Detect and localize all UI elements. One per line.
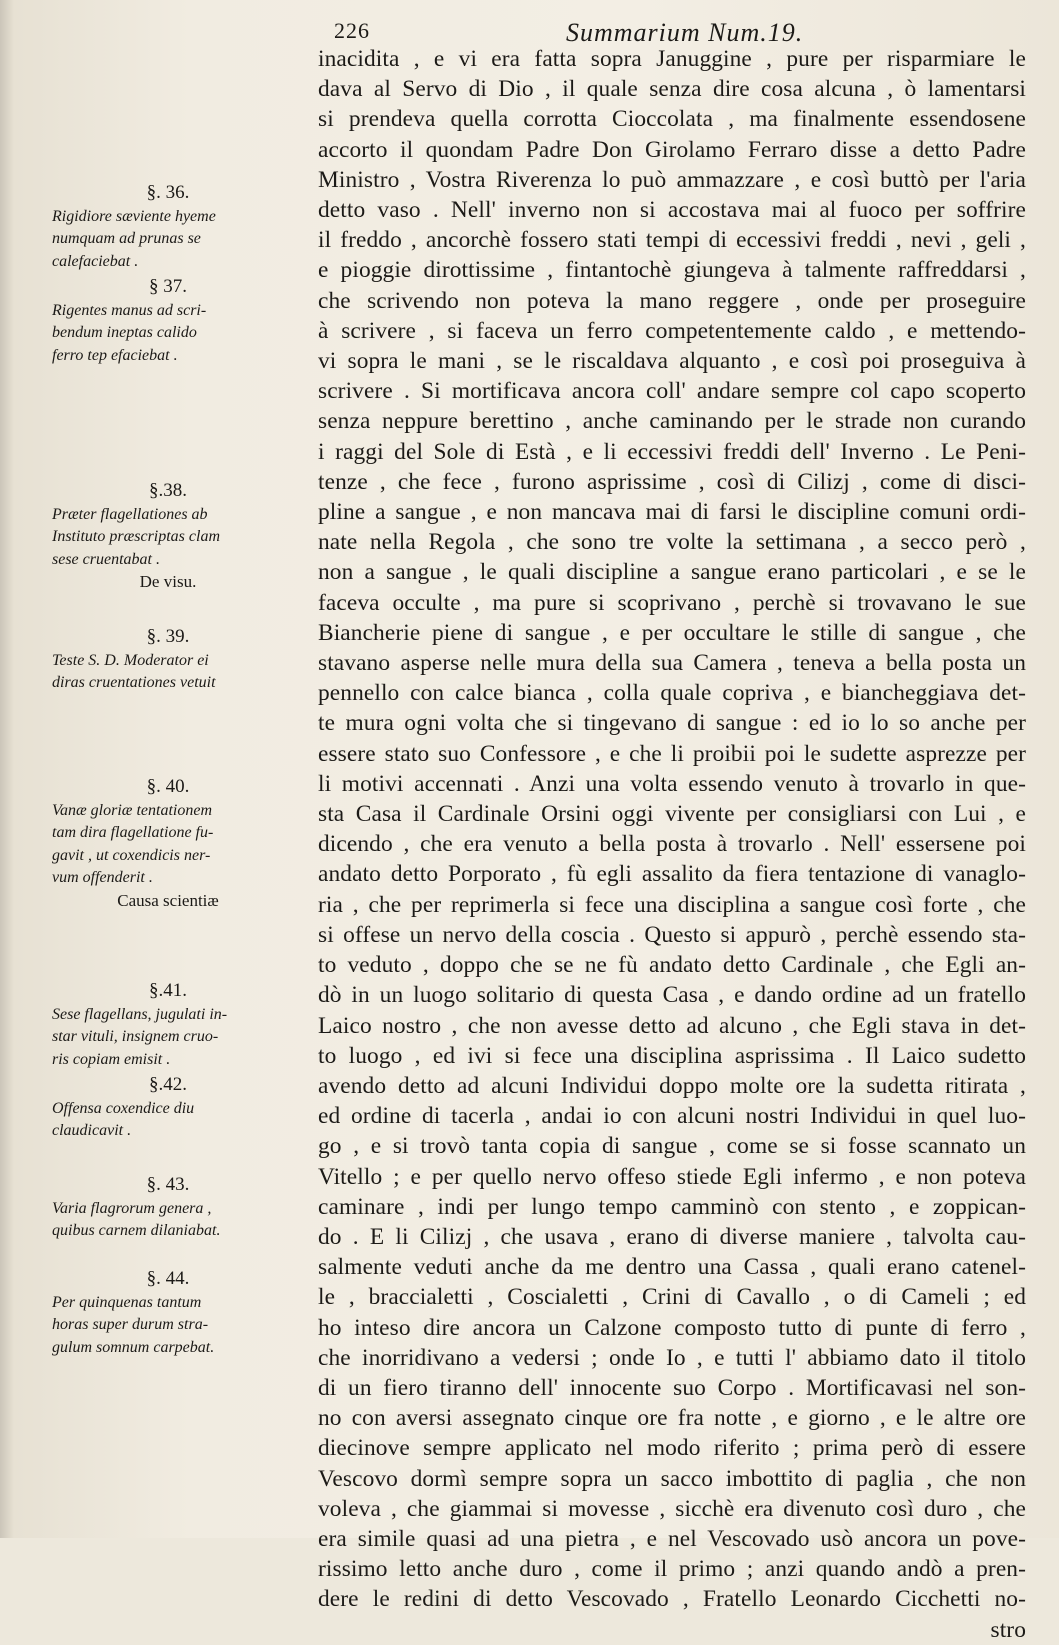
catchword: stro (990, 1616, 1026, 1643)
body-line: Biancherie piene di sangue , e per occultare le stille di sangue , che (318, 619, 1026, 646)
margin-note-line: Præter flagellationes ab (52, 505, 208, 523)
body-line: ed ordine di tacerla , andai io con alcuni nostri Individui in quel luo- (318, 1103, 1026, 1130)
margin-note-40 (52, 776, 284, 912)
margin-note-line: numquam ad prunas se (52, 230, 201, 247)
body-line: i raggi del Sole di Està , e li eccessivi freddi dell' Inverno . Le Peni- (318, 438, 1026, 465)
body-line: à scrivere , si faceva un ferro competentemente caldo , e mettendo- (318, 317, 1026, 344)
body-line: essere stato suo Confessore , e che li proibii poi le sudette asprezze per (318, 740, 1026, 767)
body-line: detto vaso . Nell' inverno non si accostava mai al fuoco per soffrire (318, 197, 1026, 224)
margin-note-line: diras cruentationes vetuit (52, 674, 216, 691)
body-line: go , e si trovò tanta copia di sangue , come se si fosse scannato un (318, 1133, 1026, 1160)
margin-note-line: Vanæ gloriæ tentationem (52, 801, 212, 819)
body-line: le , braccialetti , Coscialetti , Crini di Cavallo , o di Cameli ; ed (318, 1284, 1026, 1311)
body-line: inacidita , e vi era fatta sopra Januggine , pure per risparmiare le (318, 46, 1026, 72)
body-line: accorto il quondam Padre Don Girolamo Ferraro disse a detto Padre (318, 136, 1026, 163)
body-line: che scrivendo non poteva la mano reggere , onde per proseguire (318, 287, 1026, 314)
margin-note-line: Rigentes manus ad scri- (52, 301, 207, 319)
margin-note-37 (52, 276, 284, 367)
body-line: pline a sangue , e non mancava mai di farsi le discipline comuni ordi- (318, 499, 1026, 526)
margin-note-line: sese cruentabat . (52, 550, 160, 568)
body-line: salmente veduti anche da me dentro una Cassa , quali erano catenel- (318, 1254, 1026, 1281)
body-line: senza neppure berettino , anche caminando per le strade non curando (318, 408, 1026, 435)
margin-note-line: Instituto præscriptas clam (52, 528, 221, 545)
body-line: to luogo , ed ivi si fece una disciplina asprissima . Il Laico sudetto (318, 1042, 1026, 1069)
body-line: Laico nostro , che non avesse detto ad alcuno , che Egli stava in det- (318, 1012, 1026, 1039)
body-line: te mura ogni volta che si tingevano di sangue : ed io lo so anche per (318, 710, 1026, 737)
margin-note-number: § 37. (149, 276, 187, 297)
margin-note-source: De visu. (139, 572, 197, 591)
body-line: avendo detto ad alcuni Individui doppo molte ore la sudetta ritirata , (318, 1072, 1026, 1099)
margin-note-line: calefaciebat . (52, 252, 139, 270)
margin-note-39 (52, 626, 284, 695)
margin-note-number: §.41. (149, 980, 187, 1001)
body-text (318, 44, 1026, 1645)
body-line: Vitello ; e per quello nervo offeso stiede Egli infermo , e non poteva (318, 1163, 1026, 1190)
margin-note-line: vum offenderit . (52, 869, 153, 886)
body-line: e pioggie dirottissime , fintantochè giungeva à talmente raffreddarsi , (318, 257, 1026, 284)
body-line: voleva , che giammai si movesse , sicchè era divenuto così duro , che (318, 1495, 1026, 1522)
margin-note-source: Causa scientiæ (117, 890, 219, 910)
margin-note-line: Sese flagellans, jugulati in- (52, 1005, 228, 1023)
body-line: stavano asperse nelle mura della sua Camera , teneva a bella posta un (318, 650, 1026, 677)
body-line: ho inteso dire ancora un Calzone composto tutto di punte di ferro , (318, 1314, 1026, 1341)
page-edge-shadow (0, 0, 14, 1538)
body-line: rissimo letto anche duro , come il primo ; anzi quando andò a pren- (318, 1556, 1026, 1583)
margin-note-line: ferro tep efaciebat . (52, 346, 178, 364)
margin-note-number: §.42. (149, 1074, 187, 1095)
margin-note-line: tam dira flagellatione fu- (52, 824, 214, 841)
body-line: non a sangue , le quali discipline a sangue erano particolari , e se le (318, 559, 1026, 586)
body-line: dere le redini di detto Vescovado , Fratello Leonardo Cicchetti no- (318, 1586, 1026, 1613)
body-line: Vescovo dormì sempre sopra un sacco imbottito di paglia , che non (318, 1465, 1026, 1492)
body-line: tenze , che fece , furono asprissime , così di Cilizj , come di disci- (318, 468, 1026, 495)
margin-note-number: §. 39. (146, 626, 190, 647)
body-line: no con aversi assegnato cinque ore fra notte , e giorno , e le altre ore (318, 1405, 1026, 1432)
margin-note-line: horas super durum stra- (52, 1316, 209, 1333)
margin-note-number: §. 44. (146, 1268, 190, 1289)
body-line: pennello con calce bianca , colla quale copriva , e biancheggiava det- (318, 680, 1026, 707)
margin-note-line: Varia flagrorum genera , (52, 1199, 212, 1217)
body-line: ria , che per reprimerla si fece una disciplina a sangue così forte , che (318, 891, 1026, 918)
margin-note-line: bendum ineptas calido (52, 324, 197, 341)
margin-note-line: star vituli, insignem cruo- (52, 1028, 219, 1045)
body-line: di un fiero tiranno dell' innocente suo Corpo . Mortificavasi nel son- (318, 1374, 1026, 1401)
margin-note-44 (52, 1268, 284, 1359)
running-head: Summarium Num.19. (566, 18, 804, 47)
body-line: si prendeva quella corrotta Cioccolata , ma finalmente essendosene (318, 106, 1026, 133)
margin-note-38 (52, 480, 284, 594)
body-line: si offese un nervo della coscia . Questo si appurò , perchè essendo sta- (318, 921, 1026, 948)
margin-note-line: gulum somnum carpebat. (52, 1338, 215, 1356)
margin-note-line: Offensa coxendice diu (52, 1099, 195, 1117)
margin-note-line: Teste S. D. Moderator ei (52, 651, 209, 669)
margin-note-line: ris copiam emisit . (52, 1050, 171, 1068)
body-line: caminare , indi per lungo tempo camminò con stento , e zoppican- (318, 1193, 1026, 1220)
body-line: era simile quasi ad una pietra , e nel Vescovado usò ancora un pove- (318, 1525, 1026, 1552)
margin-note-line: Rigidiore sæviente hyeme (52, 207, 216, 225)
body-line: li motivi accennati . Anzi una volta essendo venuto à trovarlo in que- (318, 770, 1026, 797)
margin-note-41 (52, 980, 284, 1071)
body-line: Ministro , Vostra Riverenza lo può ammazzare , e così buttò per l'aria (318, 166, 1026, 193)
margin-note-line: gavit , ut coxendicis ner- (52, 846, 211, 864)
margin-note-number: §. 40. (146, 776, 190, 797)
body-line: dò in un luogo solitario di questa Casa , e dando ordine ad un fratello (318, 982, 1026, 1009)
body-line: to veduto , doppo che se ne fù andato detto Cardinale , che Egli an- (318, 952, 1026, 979)
page-number: 226 (334, 18, 370, 43)
margin-note-43 (52, 1174, 284, 1243)
margin-note-line: quibus carnem dilaniabat. (52, 1222, 221, 1239)
body-line: faceva occulte , ma pure si scoprivano , perchè si trovavano le sue (318, 589, 1026, 616)
body-line: dicendo , che era venuto a bella posta à trovarlo . Nell' essersene poi (318, 831, 1026, 858)
body-line: sta Casa il Cardinale Orsini oggi vivente per consigliarsi con Lui , e (318, 801, 1026, 828)
margin-note-number: §.38. (149, 480, 187, 501)
body-line: dava al Servo di Dio , il quale senza dire cosa alcuna , ò lamentarsi (318, 76, 1026, 103)
body-line: diecinove sempre applicato nel modo riferito ; prima però di essere (318, 1435, 1026, 1462)
body-line: vi sopra le mani , se le riscaldava alquanto , e così poi proseguiva à (318, 348, 1026, 375)
body-line: che inorridivano a vedersi ; onde Io , e tutti l' abbiamo dato il titolo (318, 1344, 1026, 1371)
body-line: scrivere . Si mortificava ancora coll' andare sempre col capo scoperto (318, 378, 1026, 405)
margin-note-number: §. 43. (146, 1174, 190, 1195)
body-line: andato detto Porporato , fù egli assalito da fiera tentazione di vanaglo- (318, 861, 1026, 888)
margin-note-line: Per quinquenas tantum (52, 1293, 202, 1311)
margin-note-42 (52, 1074, 284, 1143)
margin-note-line: claudicavit . (52, 1122, 132, 1139)
body-line: nate nella Regola , che sono tre volte la settimana , a secco però , (318, 529, 1026, 556)
margin-note-36 (52, 182, 284, 273)
body-line: do . E li Cilizj , che usava , erano di diverse maniere , talvolta cau- (318, 1223, 1026, 1250)
margin-note-number: §. 36. (146, 182, 190, 203)
body-line: il freddo , ancorchè fossero stati tempi di eccessivi freddi , nevi , geli , (318, 227, 1026, 254)
